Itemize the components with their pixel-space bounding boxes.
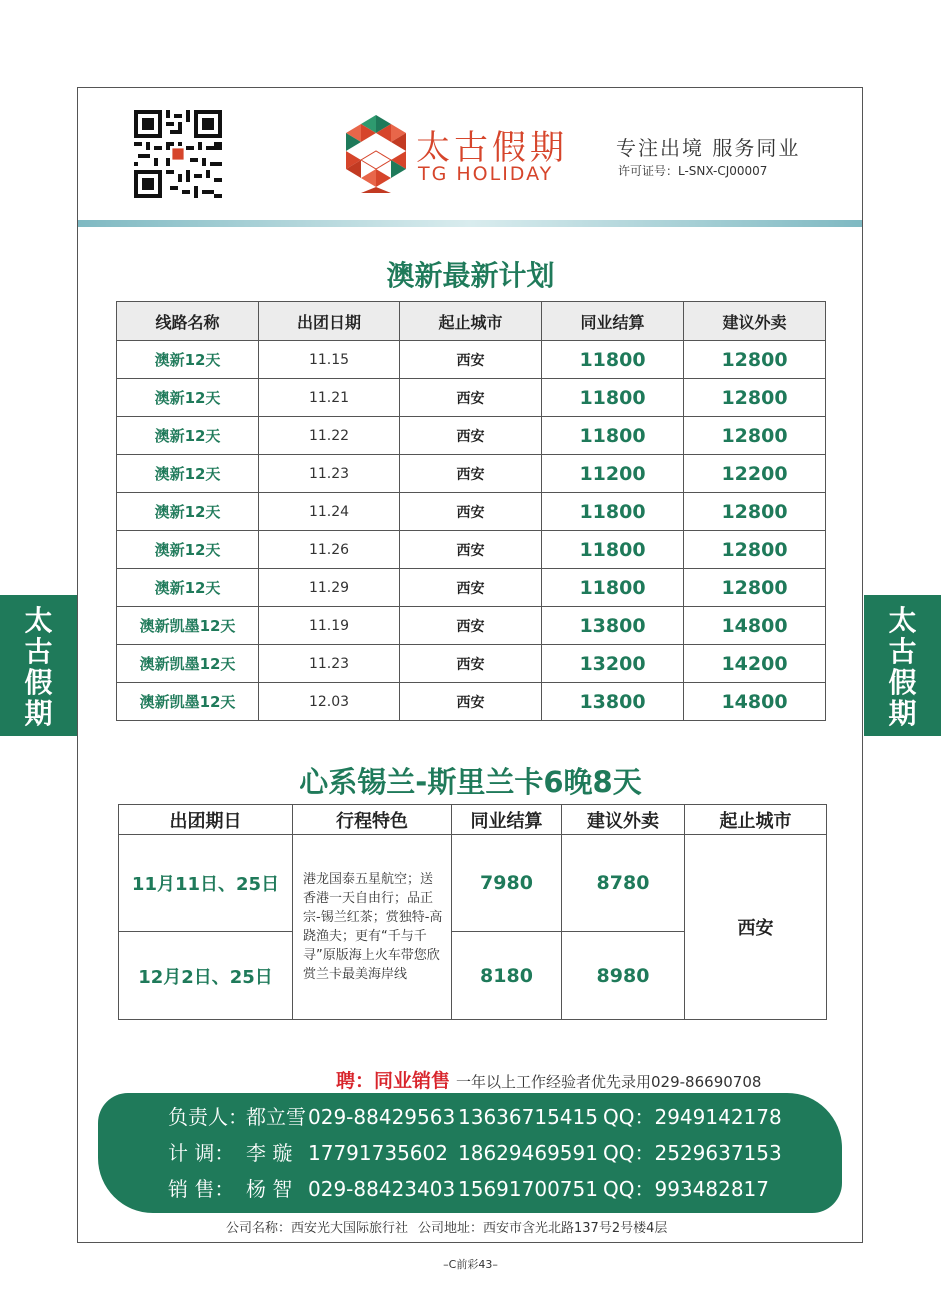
trade-price: 11200 <box>542 455 684 493</box>
company-info <box>226 1217 677 1236</box>
table-row <box>117 341 826 379</box>
retail-price: 8780 <box>562 835 685 932</box>
side-tab-left-text: 太古假期 <box>24 603 53 730</box>
recruitment-notice <box>336 1066 761 1093</box>
section1-title: 澳新最新计划 <box>386 259 555 292</box>
trade-price: 13200 <box>542 645 684 683</box>
table-row <box>117 455 826 493</box>
retail-price: 12800 <box>684 569 826 607</box>
section2-title: 心系锡兰-斯里兰卡6晚8天 <box>299 765 642 799</box>
column-header: 建议外卖 <box>562 805 685 835</box>
contact-qq: QQ：2529637153 <box>603 1141 782 1165</box>
recruitment-note: 一年以上工作经验者优先录用029-86690708 <box>456 1073 762 1091</box>
trade-price: 11800 <box>542 417 684 455</box>
retail-price: 12800 <box>684 379 826 417</box>
table-row <box>119 835 827 932</box>
departure-date: 11.21 <box>259 379 400 417</box>
side-tab-right <box>864 595 941 736</box>
table-row <box>117 493 826 531</box>
side-tab-left <box>0 595 77 736</box>
departure-city: 西安 <box>400 493 542 531</box>
contact-panel <box>98 1093 842 1213</box>
departure-dates: 12月2日、25日 <box>119 932 293 1020</box>
trade-price: 11800 <box>542 379 684 417</box>
table-row <box>117 607 826 645</box>
contact-phone: 029-88423403 <box>308 1177 456 1201</box>
route-name: 澳新12天 <box>117 379 259 417</box>
route-name: 澳新凯墨12天 <box>117 683 259 721</box>
contact-qq: QQ：993482817 <box>603 1177 770 1201</box>
route-name: 澳新12天 <box>117 569 259 607</box>
table-row <box>117 417 826 455</box>
retail-price: 8980 <box>562 932 685 1020</box>
route-name: 澳新12天 <box>117 341 259 379</box>
departure-city: 西安 <box>685 835 827 1020</box>
departure-date: 11.15 <box>259 341 400 379</box>
departure-date: 11.24 <box>259 493 400 531</box>
australia-nz-table <box>116 301 826 721</box>
contact-name: 李 璇 <box>246 1141 293 1165</box>
retail-price: 12800 <box>684 531 826 569</box>
trade-price: 11800 <box>542 531 684 569</box>
retail-price: 14200 <box>684 645 826 683</box>
slogan: 专注出境 服务同业 <box>616 136 801 160</box>
side-tab-right-text: 太古假期 <box>888 603 917 730</box>
route-name: 澳新12天 <box>117 455 259 493</box>
company-name: 公司名称：西安光大国际旅行社 <box>226 1221 409 1236</box>
contact-role: 销 售： <box>168 1177 235 1201</box>
page-number: –C前彩43– <box>443 1258 498 1271</box>
route-name: 澳新12天 <box>117 531 259 569</box>
retail-price: 14800 <box>684 607 826 645</box>
departure-city: 西安 <box>400 379 542 417</box>
table-header-row <box>119 805 827 835</box>
departure-date: 11.22 <box>259 417 400 455</box>
trade-price: 8180 <box>452 932 562 1020</box>
column-header: 起止城市 <box>400 302 542 341</box>
contact-mobile: 15691700751 <box>458 1177 598 1201</box>
tg-holiday-logo-icon <box>343 115 409 193</box>
column-header: 出团期日 <box>119 805 293 835</box>
license-number: 许可证号：L-SNX-CJ00007 <box>618 164 768 178</box>
departure-city: 西安 <box>400 531 542 569</box>
trade-price: 11800 <box>542 341 684 379</box>
route-name: 澳新12天 <box>117 493 259 531</box>
trade-price: 7980 <box>452 835 562 932</box>
departure-date: 11.29 <box>259 569 400 607</box>
departure-city: 西安 <box>400 683 542 721</box>
brand-name-cn: 太古假期 <box>416 128 568 168</box>
column-header: 线路名称 <box>117 302 259 341</box>
departure-city: 西安 <box>400 417 542 455</box>
departure-dates: 11月11日、25日 <box>119 835 293 932</box>
departure-date: 11.23 <box>259 455 400 493</box>
departure-date: 11.23 <box>259 645 400 683</box>
contact-role: 负责人： <box>168 1105 248 1129</box>
retail-price: 12800 <box>684 341 826 379</box>
trade-price: 11800 <box>542 493 684 531</box>
column-header: 同业结算 <box>452 805 562 835</box>
retail-price: 12800 <box>684 417 826 455</box>
table-row <box>117 683 826 721</box>
column-header: 同业结算 <box>542 302 684 341</box>
table-row <box>117 645 826 683</box>
column-header: 建议外卖 <box>684 302 826 341</box>
departure-city: 西安 <box>400 569 542 607</box>
sri-lanka-table <box>118 804 827 1020</box>
contact-mobile: 13636715415 <box>458 1105 598 1129</box>
departure-date: 11.19 <box>259 607 400 645</box>
departure-city: 西安 <box>400 607 542 645</box>
contact-row <box>168 1101 782 1130</box>
contact-phone: 029-88429563 <box>308 1105 456 1129</box>
contact-name: 都立雪 <box>246 1105 306 1129</box>
company-address: 公司地址：西安市含光北路137号2号楼4层 <box>418 1221 668 1236</box>
contact-phone: 17791735602 <box>308 1141 448 1165</box>
contact-role: 计 调： <box>168 1141 235 1165</box>
contact-row <box>168 1137 782 1166</box>
contact-row <box>168 1173 769 1202</box>
trade-price: 11800 <box>542 569 684 607</box>
column-header: 出团日期 <box>259 302 400 341</box>
recruitment-label: 聘：同业销售 <box>336 1070 451 1092</box>
trade-price: 13800 <box>542 683 684 721</box>
trade-price: 13800 <box>542 607 684 645</box>
departure-city: 西安 <box>400 341 542 379</box>
departure-date: 11.26 <box>259 531 400 569</box>
column-header: 起止城市 <box>685 805 827 835</box>
table-header-row <box>117 302 826 341</box>
brand-name-en: TG HOLIDAY <box>418 163 554 185</box>
departure-city: 西安 <box>400 645 542 683</box>
header-divider-bar <box>78 220 862 227</box>
contact-qq: QQ：2949142178 <box>603 1105 782 1129</box>
table-row <box>117 379 826 417</box>
table-row <box>117 569 826 607</box>
column-header: 行程特色 <box>293 805 452 835</box>
retail-price: 14800 <box>684 683 826 721</box>
retail-price: 12200 <box>684 455 826 493</box>
itinerary-features: 港龙国泰五星航空；送香港一天自由行；品正宗-锡兰红茶；赏独特-高跷渔夫；更有“千与千寻”原版海上火车带您欣赏兰卡最美海岸线 <box>293 835 452 1020</box>
qr-code-icon <box>134 110 222 198</box>
contact-name: 杨 智 <box>246 1177 293 1201</box>
departure-city: 西安 <box>400 455 542 493</box>
departure-date: 12.03 <box>259 683 400 721</box>
route-name: 澳新12天 <box>117 417 259 455</box>
route-name: 澳新凯墨12天 <box>117 607 259 645</box>
contact-mobile: 18629469591 <box>458 1141 598 1165</box>
table-row <box>117 531 826 569</box>
route-name: 澳新凯墨12天 <box>117 645 259 683</box>
retail-price: 12800 <box>684 493 826 531</box>
